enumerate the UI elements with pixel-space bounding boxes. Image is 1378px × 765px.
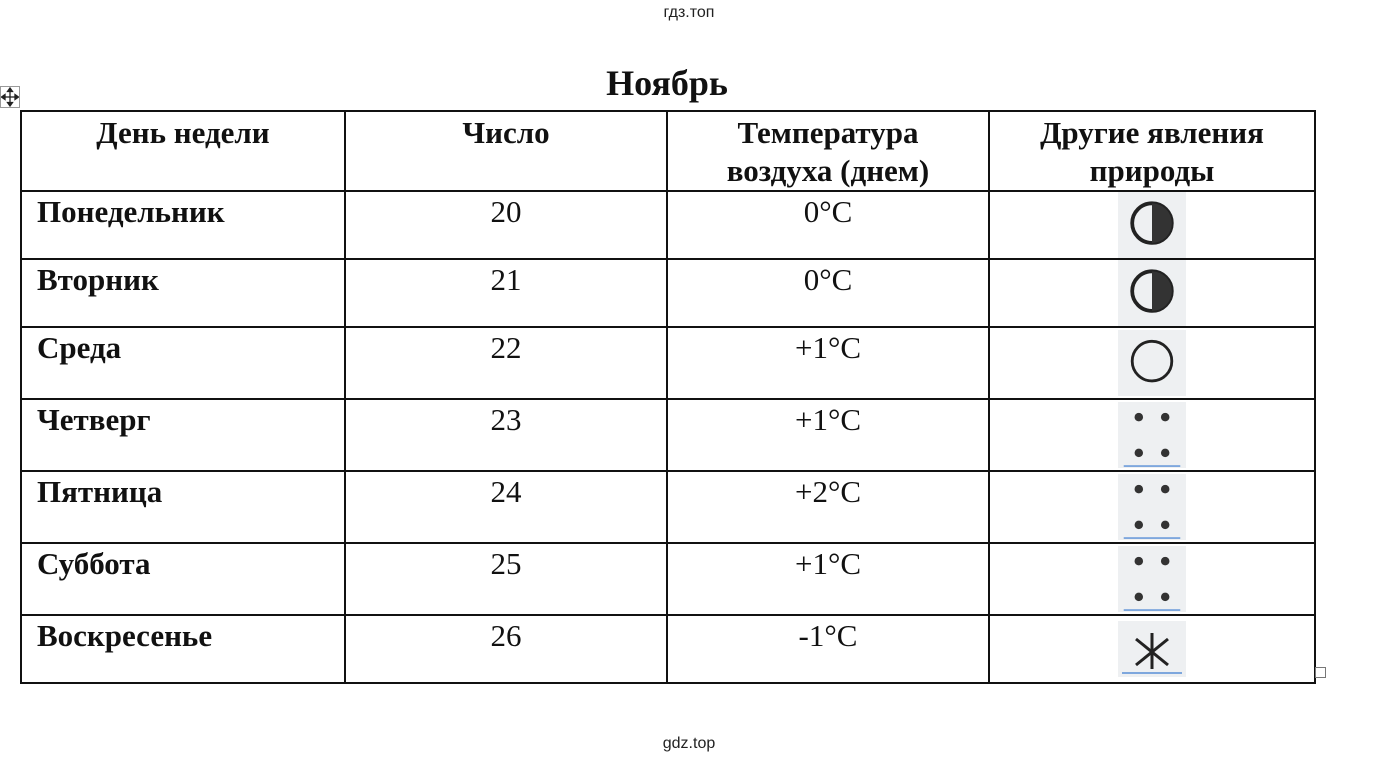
cell-phenomenon <box>989 327 1315 399</box>
half-cloudy-icon <box>1118 192 1186 258</box>
cell-number: 24 <box>345 471 667 543</box>
table-resize-handle[interactable] <box>1315 667 1326 678</box>
table-row <box>21 327 1315 399</box>
cell-day: Воскресенье <box>21 615 345 683</box>
cell-number: 22 <box>345 327 667 399</box>
cell-number: 20 <box>345 191 667 259</box>
cell-day: Понедельник <box>21 191 345 259</box>
cell-phenomenon <box>989 471 1315 543</box>
table-header-row <box>21 111 1315 191</box>
cell-temperature: -1°C <box>667 615 989 683</box>
cell-number: 21 <box>345 259 667 327</box>
header-temperature <box>667 111 989 191</box>
table-row <box>21 543 1315 615</box>
cell-number: 26 <box>345 615 667 683</box>
table-row <box>21 471 1315 543</box>
cell-temperature: +1°C <box>667 327 989 399</box>
watermark-top: гдз.топ <box>663 4 715 21</box>
cell-temperature: 0°C <box>667 191 989 259</box>
header-phenomena-label: Другие явления природы <box>1040 115 1264 188</box>
header-phenomena <box>989 111 1315 191</box>
watermark-bottom: gdz.top <box>662 735 716 752</box>
cell-temperature: 0°C <box>667 259 989 327</box>
page-title: Ноябрь <box>606 63 728 103</box>
cell-day: Среда <box>21 327 345 399</box>
cell-phenomenon <box>989 191 1315 259</box>
half-cloudy-icon <box>1118 260 1186 326</box>
cell-day: Пятница <box>21 471 345 543</box>
cell-day: Вторник <box>21 259 345 327</box>
header-temperature-label: Температура воздуха (днем) <box>726 115 930 188</box>
move-icon <box>1 87 19 107</box>
cell-phenomenon <box>989 399 1315 471</box>
table-row <box>21 399 1315 471</box>
cell-day: Четверг <box>21 399 345 471</box>
table-row <box>21 259 1315 327</box>
rain-icon <box>1118 402 1186 468</box>
cell-temperature: +1°C <box>667 543 989 615</box>
table-row <box>21 615 1315 683</box>
cell-number: 25 <box>345 543 667 615</box>
cell-day: Суббота <box>21 543 345 615</box>
table-move-handle[interactable] <box>0 86 20 108</box>
rain-icon <box>1118 546 1186 612</box>
cell-temperature: +1°C <box>667 399 989 471</box>
table-row <box>21 191 1315 259</box>
cell-temperature: +2°C <box>667 471 989 543</box>
clear-sky-icon <box>1118 330 1186 396</box>
weather-table <box>20 110 1316 684</box>
rain-icon <box>1118 474 1186 540</box>
snow-icon <box>1118 621 1186 677</box>
cell-number: 23 <box>345 399 667 471</box>
cell-phenomenon <box>989 259 1315 327</box>
header-day-of-week: День недели <box>21 111 345 191</box>
header-number: Число <box>345 111 667 191</box>
cell-phenomenon <box>989 543 1315 615</box>
cell-phenomenon <box>989 615 1315 683</box>
